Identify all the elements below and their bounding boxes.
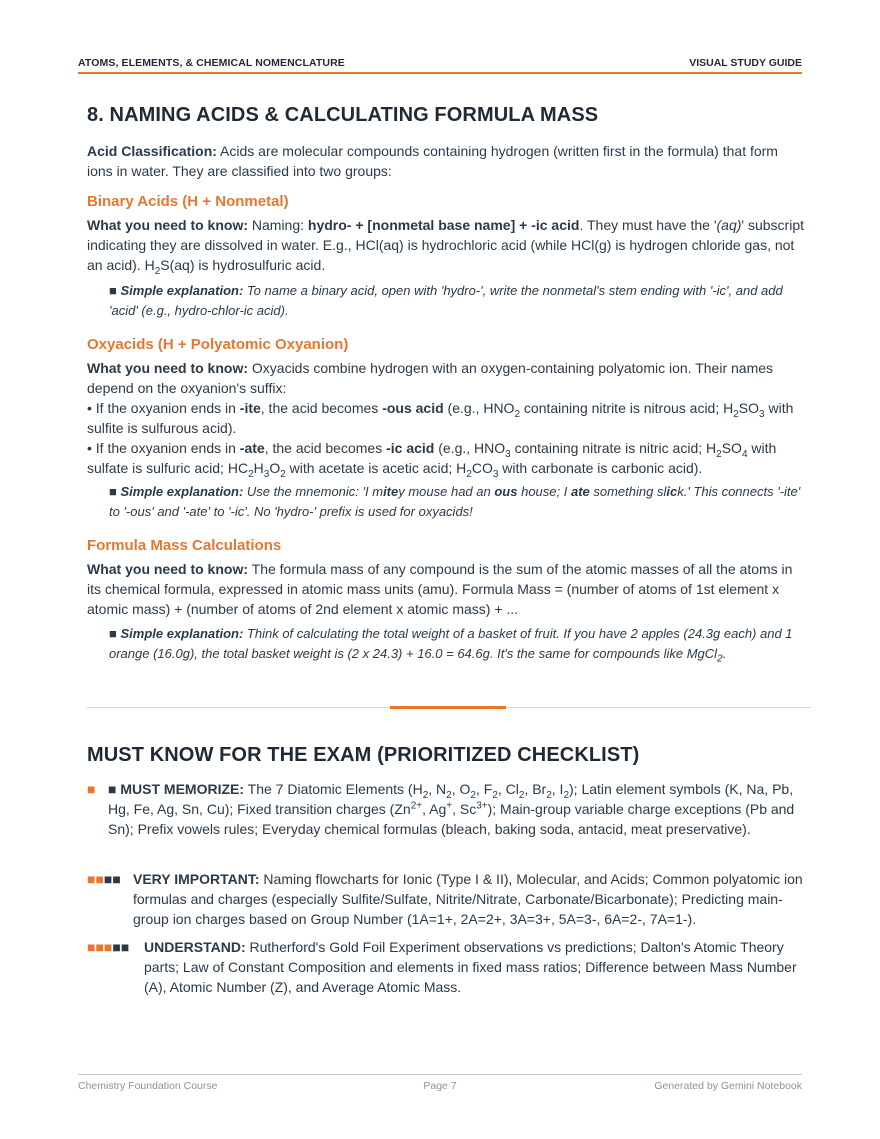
oxyacids-paragraph: What you need to know: Oxyacids combine hydrogen with an oxygen-containing polyatomic ion. Their names depend on the oxyanion's suffix: • If the oxyanion ends in -ite, the acid becomes -ous acid (e.g., $HNO_2$ containing nitrite is nitrous acid; $H_2SO_3$ with sulfite is sulfurous acid). • If the oxyanion ends in -ate, the acid becomes -ic acid (e.g., $HNO_3$ containing nitrate is nitric acid; $H_2SO_4$ with sulfate is sulfuric acid; $HC_2H_3O_2$ with acetate is acetic acid; $H_2CO_3$ with carbonate is carbonic acid). xyxy=(87,360,794,480)
checklist-title: MUST KNOW FOR THE EXAM (PRIORITIZED CHECKLIST) xyxy=(87,744,640,766)
binary-acids-heading: Binary Acids (H + Nonmetal) xyxy=(87,193,289,210)
oxyacids-simple-explanation: ■ Simple explanation: Use the mnemonic: 'I mitey mouse had an ous house; I ate something slick.' This connects '-ite' to '-ous' and '-ate' to '-ic'. No 'hydro-' prefix is used for oxyacids! xyxy=(109,484,801,519)
square-bullet-icon: ■ xyxy=(109,626,117,641)
priority-marks-icon: ■ xyxy=(87,781,96,797)
footer-course: Chemistry Foundation Course xyxy=(78,1080,218,1092)
priority-marks-icon: ■■■■■ xyxy=(87,939,130,955)
checklist-item-must-memorize: ■ ■ MUST MEMORIZE: The 7 Diatomic Elements ($H_2$, $N_2$, $O_2$, $F_2$, $Cl_2$, $Br_2$, $I_2$); Latin element symbols (K, Na, Pb, Hg, Fe, Ag, Sn, Cu); Fixed transition charges ($Zn^{2+}$, Ag+, $Sc^{3+}$); Main-group variable charge exceptions (Pb and Sn); Prefix vowels rules; Everyday chemical formulas (bleach, baking soda, antacid, meat preservative). xyxy=(87,781,795,837)
formula-mass-paragraph: What you need to know: The formula mass of any compound is the sum of the atomic masses of all the atoms in its chemical formula, expressed in atomic mass units (amu). Formula Mass = (number of atoms of 1st element x atomic mass) + (number of atoms of 2nd element x atomic mass) + ... xyxy=(87,561,793,617)
formula-mass-heading: Formula Mass Calculations xyxy=(87,537,282,554)
formula-mass-simple-explanation: ■ Simple explanation: Think of calculating the total weight of a basket of fruit. If you have 2 apples (24.3g each) and 1 orange (16.0g), the total basket weight is (2 x 24.3) + 16.0 = 64.6g. It's the same for compounds like MgCl$_2$. xyxy=(109,626,793,665)
acid-classification-paragraph: Acid Classification: Acids are molecular compounds containing hydrogen (written first in the formula) that form ions in water. They are classified into two groups: xyxy=(87,143,778,179)
square-bullet-icon: ■ xyxy=(109,283,117,298)
footer-generator: Generated by Gemini Notebook xyxy=(654,1080,802,1092)
footer-page-number: Page 7 xyxy=(423,1080,457,1092)
oxyacids-heading: Oxyacids (H + Polyatomic Oxyanion) xyxy=(87,336,349,353)
page-header xyxy=(78,56,802,74)
header-title: ATOMS, ELEMENTS, & CHEMICAL NOMENCLATURE xyxy=(78,57,345,69)
square-bullet-icon: ■ xyxy=(109,484,117,499)
header-guide-label: VISUAL STUDY GUIDE xyxy=(689,57,802,69)
page-footer xyxy=(78,1074,802,1092)
divider-accent xyxy=(390,706,506,709)
checklist-item-very-important: ■■■■ VERY IMPORTANT: Naming flowcharts for Ionic (Type I & II), Molecular, and Acids; Common polyatomic ion formulas and charges (especially Sulfite/Sulfate, Nitrite/Nitrate, Carbonate/Bicarbonate); Predicting main-group ion charges based on Group Number (1A=1+, 2A=2+, 3A=3+, 5A=3-, 6A=2-, 7A=1-). xyxy=(87,871,803,927)
priority-marks-icon: ■■■■ xyxy=(87,871,121,887)
main-content xyxy=(87,104,805,664)
binary-acids-paragraph: What you need to know: Naming: hydro- + [nonmetal base name] + -ic acid. They must have the '(aq)' subscript indicating they are dissolved in water. E.g., HCl(aq) is hydrochloric acid (while HCl(g) is hydrogen chloride gas, not an acid). $H_2S(aq)$ is hydrosulfuric acid. xyxy=(87,217,804,277)
binary-simple-explanation: ■ Simple explanation: To name a binary acid, open with 'hydro-', write the nonmetal's stem ending with '-ic', and add 'acid' (e.g., hydro-chlor-ic acid). xyxy=(109,283,783,318)
section-title: 8. NAMING ACIDS & CALCULATING FORMULA MASS xyxy=(87,104,599,126)
checklist-item-understand: ■■■■■ UNDERSTAND: Rutherford's Gold Foil Experiment observations vs predictions; Dalton's Atomic Theory parts; Law of Constant Composition and elements in fixed mass ratios; Difference between Mass Number (A), Atomic Number (Z), and Average Atomic Mass. xyxy=(87,939,797,995)
